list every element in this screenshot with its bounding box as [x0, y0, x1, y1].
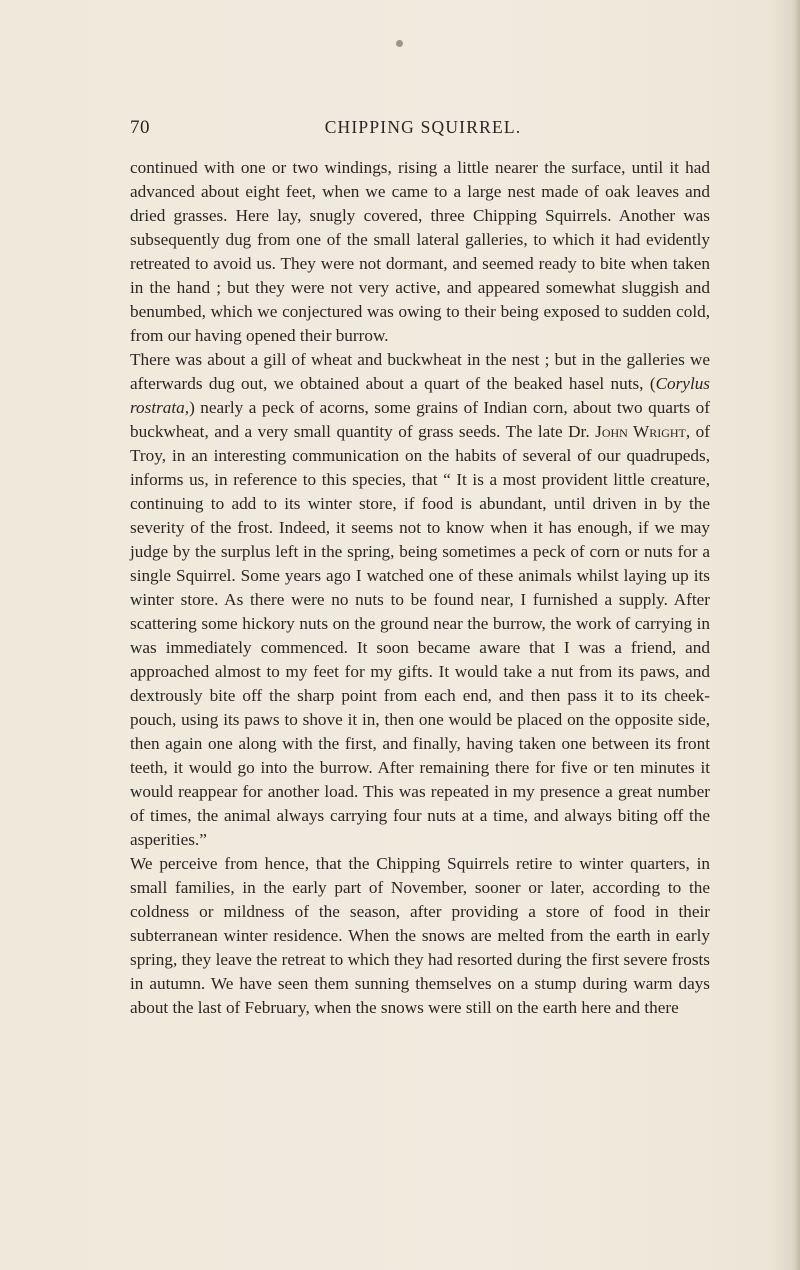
text-segment: , of Troy, in an interesting communication on the habits of several of our quadrupeds, informs us, in reference to this species, that “ It is a most provident little creature, continuing to add to its winter store, if food is abundant, until driven in by the severity of the frost. Indeed, it seems not to know when it has enough, if we may judge by the surplus left in the spring, being sometimes a peck of corn or nuts for a single Squirrel. Some years ago I watched one of these animals whilst laying up its winter store. As there were no nuts to be found near, I furnished a supply. After scattering some hickory nuts on the ground near the burrow, the work of carrying in was immediately commenced. It soon became aware that I was a friend, and approached almost to my feet for my gifts. It would take a nut from its paws, and dextrously bite off the sharp point from each end, and then pass it to its cheek-pouch, using its paws to shove it in, then one would be placed on the opposite side, then again one along with the first, and finally, having taken one between its front teeth, it would go into the burrow. After remaining there for five or ten minutes it would reappear for another load. This was repeated in my presence a great number of times, the animal always carrying four nuts at a time, and always biting off the asperities.”	[130, 422, 711, 849]
paragraph-3	[130, 852, 710, 1020]
paragraph-1	[130, 156, 710, 348]
species-name-italic: Corylus rostrata,	[130, 374, 710, 417]
author-name-smallcaps: John Wright	[595, 422, 686, 441]
paragraph-2	[130, 348, 710, 852]
page-header	[130, 117, 710, 145]
running-head: CHIPPING SQUIRREL.	[324, 117, 522, 137]
text-segment: continued with one or two windings, rising a little nearer the surface, until it had advanced about eight feet, when we came to a large nest made of oak leaves and dried grasses. Here lay, snugly covered, three Chipping Squirrels. Another was subsequently dug from one of the small lateral galleries, to which it had evidently retreated to avoid us. They were not dormant, and seemed ready to bite when taken in the hand ; but they were not very active, and appeared somewhat sluggish and benumbed, which we conjectured was owing to their being exposed to sudden cold, from our having opened their burrow.	[130, 158, 710, 345]
text-segment: We perceive from hence, that the Chipping Squirrels retire to winter quarters, in small families, in the early part of November, sooner or later, according to the coldness or mildness of the season, after providing a store of food in their subterranean winter residence. When the snows are melted from the earth in early spring, they leave the retreat to which they had resorted during the first severe frosts in autumn. We have seen them sunning themselves on a stump during warm days about the last of February, when the snows were still on the earth here and there	[130, 854, 710, 1017]
page-number: 70	[130, 117, 150, 138]
body-text	[130, 156, 710, 1020]
text-segment: ) nearly a peck of acorns, some grains of Indian corn, about two quarts of buckwheat, and a very small quantity of grass seeds. The late Dr.	[130, 398, 710, 441]
text-segment: There was about a gill of wheat and buckwheat in the nest ; but in the galleries we afterwards dug out, we obtained about a quart of the beaked hasel nuts, (	[130, 350, 710, 393]
paper-speck	[396, 40, 403, 47]
page-edge-shadow	[794, 0, 800, 1270]
